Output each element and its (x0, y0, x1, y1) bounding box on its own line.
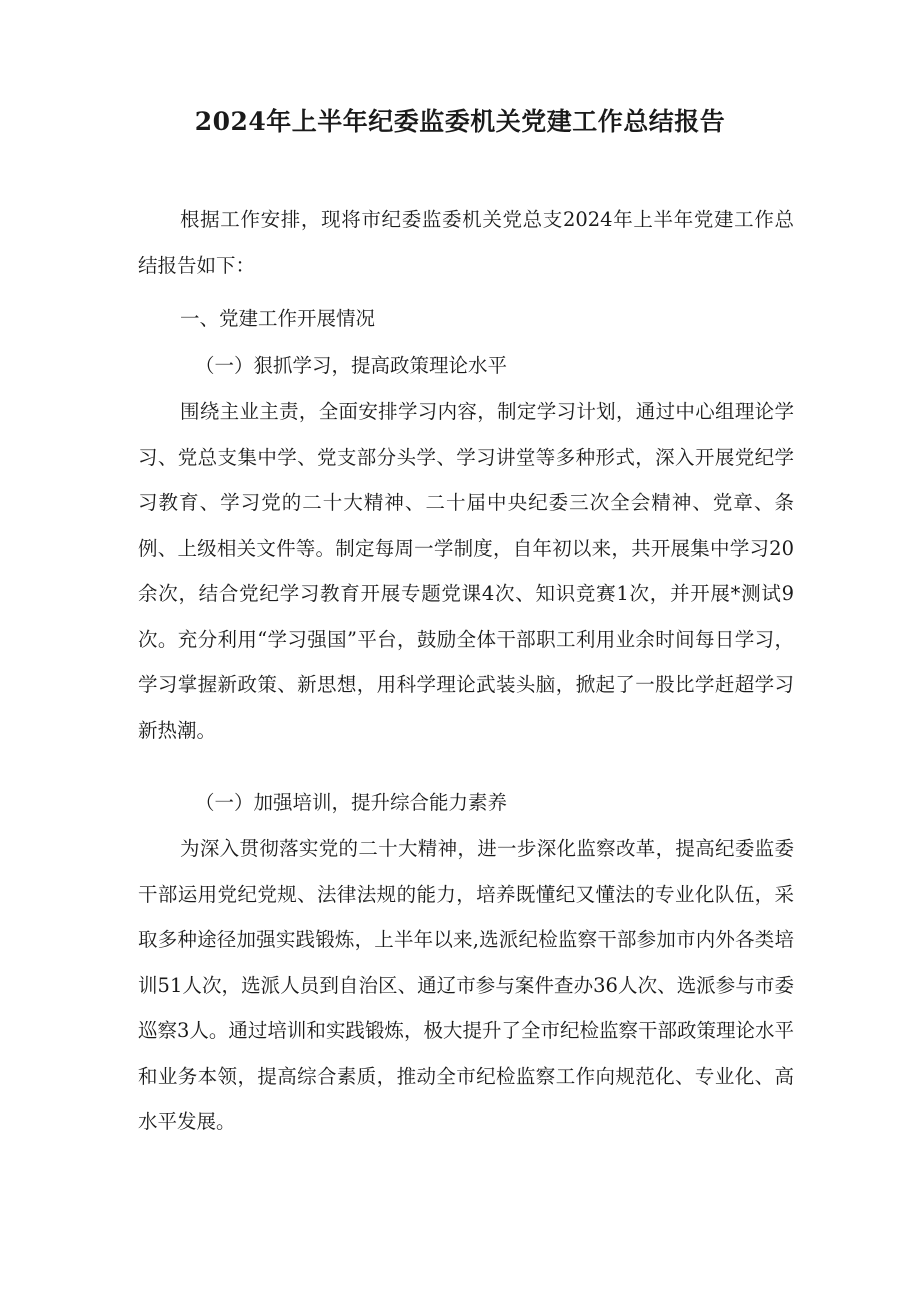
intro-paragraph: 根据工作安排，现将市纪委监委机关党总支2024年上半年党建工作总结报告如下： (138, 208, 794, 277)
study-paragraph: 围绕主业主责，全面安排学习内容，制定学习计划，通过中心组理论学习、党总支集中学、党支部分头学、学习讲堂等多种形式，深入开展党纪学习教育、学习党的二十大精神、二十届中央纪委三次全会精神、党章、条例、上级相关文件等。制定每周一学制度，自年初以来，共开展集中学习20余次，结合党纪学习教育开展专题党课4次、知识竞赛1次，并开展*测试9次。充分利用“学习强国”平台，鼓励全体干部职工利用业余时间每日学习，学习掌握新政策、新思想，用科学理论武装头脑，掀起了一股比学赶超学习新热潮。 (138, 400, 794, 742)
subsection-heading-2: （一）加强培训，提升综合能力素养 (195, 791, 508, 814)
section-heading-1: 一、党建工作开展情况 (180, 307, 376, 330)
subsection-heading-1: （一）狠抓学习，提高政策理论水平 (195, 354, 508, 377)
training-paragraph: 为深入贯彻落实党的二十大精神，进一步深化监察改革，提高纪委监委干部运用党纪党规、法律法规的能力，培养既懂纪又懂法的专业化队伍，采取多种途径加强实践锻炼，上半年以来,选派纪检监察干部参加市内外各类培训51人次，选派人员到自治区、通辽市参与案件查办36人次、选派参与市委巡察3人。通过培训和实践锻炼，极大提升了全市纪检监察干部政策理论水平和业务本领，提高综合素质，推动全市纪检监察工作向规范化、专业化、高水平发展。 (138, 837, 794, 1133)
document-title: 2024年上半年纪委监委机关党建工作总结报告 (194, 107, 726, 136)
